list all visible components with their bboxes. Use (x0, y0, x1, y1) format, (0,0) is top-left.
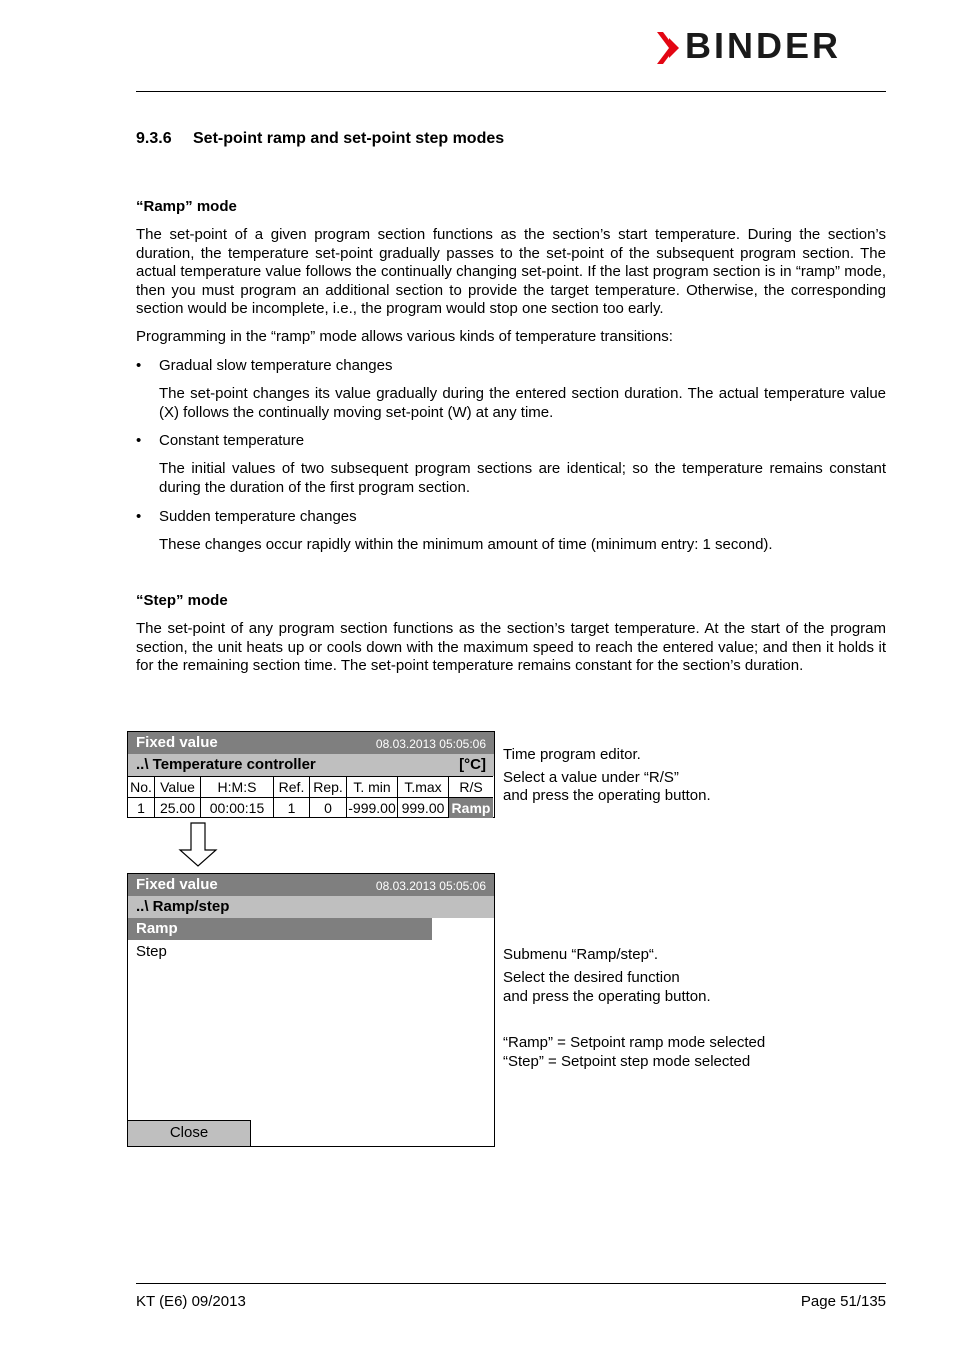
bullet-dot-icon: • (136, 357, 142, 374)
bullet-text: The set-point changes its value gradually during the entered section duration. The actual temperature value (X) follows the continually moving set-point (W) at any time. (159, 385, 886, 421)
bullet-dot-icon: • (136, 432, 142, 449)
screen-path: ..\ Ramp/step (136, 898, 230, 915)
note-text: Select a value under “R/S” (503, 769, 679, 786)
rs-cell-selected[interactable]: Ramp (449, 798, 494, 819)
down-arrow-icon (178, 822, 218, 868)
footer-page-number: Page 51/135 (800, 1293, 886, 1310)
bullet-label: Sudden temperature changes (159, 508, 357, 525)
ramp-paragraph-1: The set-point of a given program section functions as the section’s start temperature. During the section’s duration, the temperature set-point gradually passes to the set-point of the subsequent program section. The actual temperature value follows the continually changing set-point. If the last program section is in “ramp” mode, then you must program an additional section to provide the target temperature. Otherwise, the corresponding section would be incomplete, i.e., the program would stop one section too early. (136, 226, 886, 317)
screen-title-bar (128, 732, 494, 754)
logo-text: BINDER (685, 25, 842, 66)
table-header-row (128, 777, 493, 798)
header-rule (136, 91, 886, 92)
column-header: T.max (398, 777, 449, 798)
screen-path-bar (128, 896, 494, 918)
column-header: Ref. (274, 777, 310, 798)
table-cell[interactable]: 0 (310, 798, 347, 819)
bullet-label: Constant temperature (159, 432, 305, 449)
footer-rule (136, 1283, 886, 1284)
screen-unit: [°C] (459, 756, 486, 773)
note-text: Time program editor. (503, 746, 641, 763)
footer-document-id: KT (E6) 09/2013 (136, 1293, 246, 1310)
table-cell[interactable]: 999.00 (398, 798, 449, 819)
note-text: Submenu “Ramp/step“. (503, 946, 659, 963)
binder-logo-mark-icon (655, 30, 683, 66)
column-header: Value (155, 777, 201, 798)
section-title: Set-point ramp and set-point step modes (193, 130, 505, 147)
note-text: Select the desired function (503, 969, 680, 986)
ramp-heading: “Ramp” mode (136, 198, 237, 215)
section-heading (136, 130, 504, 148)
table-cell[interactable]: 1 (128, 798, 155, 819)
column-header: No. (128, 777, 155, 798)
column-header: R/S (449, 777, 494, 798)
program-table (128, 776, 493, 818)
screen-datetime: 08.03.2013 05:05:06 (375, 737, 486, 751)
ramp-step-screen (127, 873, 495, 1147)
binder-logo (655, 25, 887, 66)
note-text: and press the operating button. (503, 988, 711, 1005)
menu-item-ramp[interactable] (128, 918, 432, 940)
table-cell[interactable]: 25.00 (155, 798, 201, 819)
column-header: H:M:S (201, 777, 274, 798)
menu-item-step[interactable]: Step (136, 943, 167, 960)
screen-path: ..\ Temperature controller (136, 756, 316, 773)
bullet-dot-icon: • (136, 508, 142, 525)
note-text: “Step” = Setpoint step mode selected (503, 1053, 751, 1070)
note-text: and press the operating button. (503, 787, 711, 804)
table-cell[interactable]: 00:00:15 (201, 798, 274, 819)
menu-item-label: Ramp (136, 920, 178, 937)
ramp-paragraph-2: Programming in the “ramp” mode allows various kinds of temperature transitions: (136, 328, 673, 345)
screen-title: Fixed value (136, 734, 218, 751)
program-editor-screen (127, 731, 495, 818)
bullet-text: The initial values of two subsequent program sections are identical; so the temperature remains constant during the duration of the first program section. (159, 460, 886, 496)
screen-datetime: 08.03.2013 05:05:06 (375, 879, 486, 893)
section-number: 9.3.6 (136, 130, 172, 147)
column-header: Rep. (310, 777, 347, 798)
screen-title-bar (128, 874, 494, 896)
bullet-text: These changes occur rapidly within the minimum amount of time (minimum entry: 1 second). (159, 536, 773, 553)
bullet-label: Gradual slow temperature changes (159, 357, 393, 374)
table-cell[interactable]: 1 (274, 798, 310, 819)
table-cell[interactable]: -999.00 (347, 798, 398, 819)
column-header: T. min (347, 777, 398, 798)
table-row (128, 798, 493, 819)
step-paragraph: The set-point of any program section functions as the section’s target temperature. At the start of the program section, the unit heats up or cools down with the maximum speed to reach the entered value; and then it holds it for the remaining section time. The set-point temperature remains constant for the section’s duration. (136, 620, 886, 674)
close-button[interactable]: Close (128, 1120, 251, 1146)
step-heading: “Step” mode (136, 592, 228, 609)
screen-path-bar (128, 754, 494, 776)
screen-title: Fixed value (136, 876, 218, 893)
note-text: “Ramp” = Setpoint ramp mode selected (503, 1034, 766, 1051)
